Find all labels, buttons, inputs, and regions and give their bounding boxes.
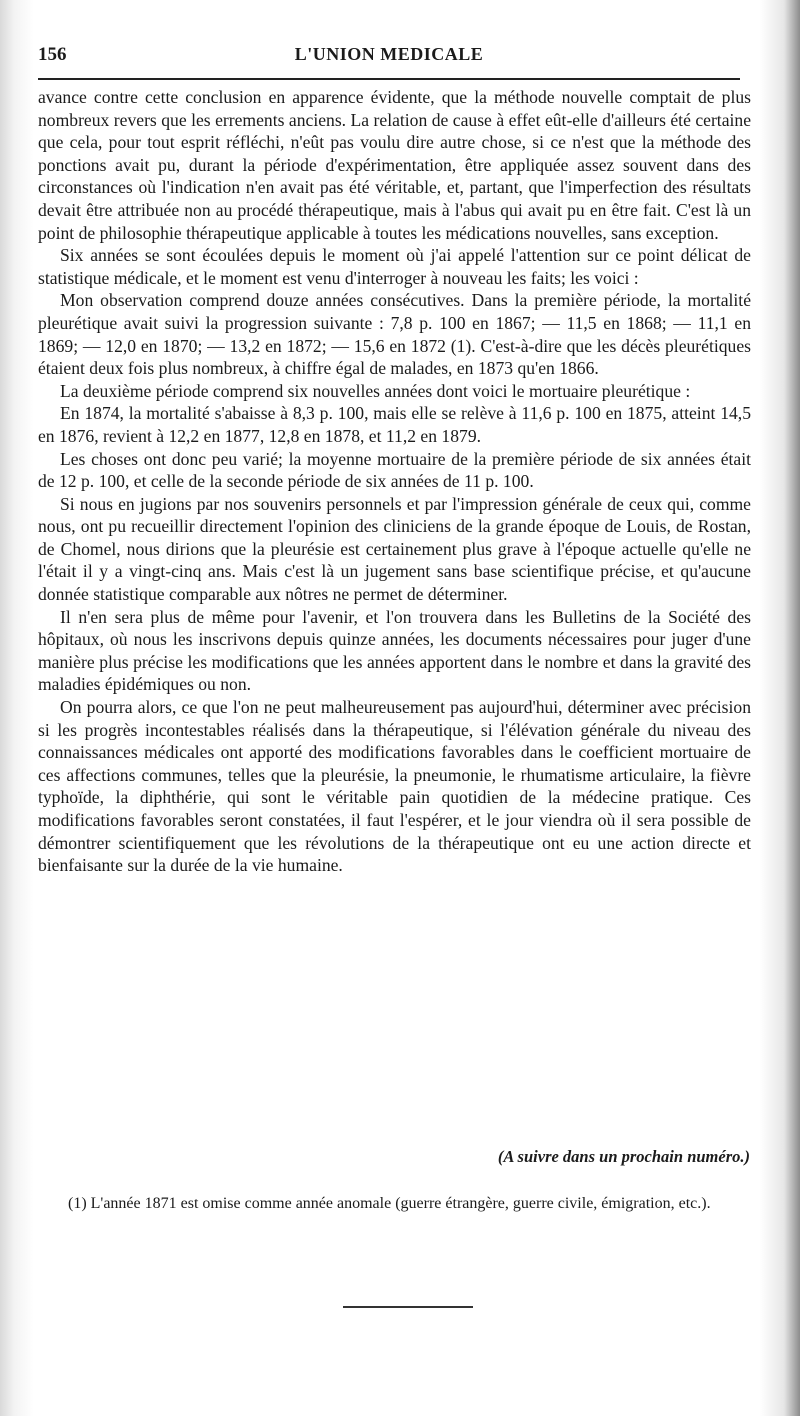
page-number: 156 xyxy=(38,44,67,65)
closing-rule xyxy=(343,1306,473,1308)
paragraph: En 1874, la mortalité s'abaisse à 8,3 p. 100, mais elle se relève à 11,6 p. 100 en 1875, atteint 14,5 en 1876, revient à 12,2 en 1877, 12,8 en 1878, et 11,2 en 1879. xyxy=(38,403,751,446)
body-text xyxy=(38,86,751,877)
running-head-title: L'UNION MEDICALE xyxy=(294,44,484,64)
footnote-text: (1) L'année 1871 est omise comme année anomale (guerre étrangère, guerre civile, émigration, etc.). xyxy=(68,1195,711,1212)
paragraph: Mon observation comprend douze années consécutives. Dans la première période, la mortalité pleurétique avait suivi la progression suivante : 7,8 p. 100 en 1867; — 11,5 en 1868; — 11,1 en 1869; — 12,0 en 1870; — 13,2 en 1872; — 15,6 en 1872 (1). C'est-à-dire que les décès pleurétiques étaient deux fois plus nombreux, à chiffre égal de malades, en 1873 qu'en 1866. xyxy=(38,290,751,379)
header-rule xyxy=(38,78,740,80)
paragraph: Les choses ont donc peu varié; la moyenne mortuaire de la première période de six années était de 12 p. 100, et celle de la seconde période de six années de 11 p. 100. xyxy=(38,448,751,492)
paragraph: Si nous en jugions par nos souvenirs personnels et par l'impression générale de ceux qui, comme nous, ont pu recueillir directement l'opinion des cliniciens de la grande époque de Louis, de Rostan, de Chomel, nous dirions que la pleurésie est certainement plus grave à l'époque actuelle qu'elle ne l'était il y a vingt-cinq ans. Mais c'est là un jugement sans base scientifique précise, et qu'aucune donnée statistique comparable aux nôtres ne permet de déterminer. xyxy=(38,493,751,605)
page-header xyxy=(38,44,740,74)
paragraph: avance contre cette conclusion en apparence évidente, que la méthode nouvelle comptait de plus nombreux revers que les errements anciens. La relation de cause à effet eût-elle d'ailleurs été certaine que cela, pour tout esprit réfléchi, n'eût pas voulu dire autre chose, si ce n'est que la méthode des ponctions avait pu, durant la période d'expérimentation, être appliquée assez souvent dans des circonstances où l'indication n'en avait pas été véritable, et, partant, que l'imperfection des résultats devait être attribuée non au procédé thérapeutique, mais à l'abus qui avait pu en être fait. C'est là un point de philosophie thérapeutique applicable à toutes les médications nouvelles, sans exception. xyxy=(38,87,751,243)
paragraph: La deuxième période comprend six nouvelles années dont voici le mortuaire pleurétique : xyxy=(60,380,691,401)
paragraph: Il n'en sera plus de même pour l'avenir, et l'on trouvera dans les Bulletins de la Société des hôpitaux, où nous les inscrivons depuis quinze années, les documents nécessaires pour juger d'une manière plus précise les modifications que les années apportent dans le nombre et dans la gravité des maladies épidémiques ou non. xyxy=(38,606,751,695)
paragraph: Six années se sont écoulées depuis le moment où j'ai appelé l'attention sur ce point délicat de statistique médicale, et le moment est venu d'interroger à nouveau les faits; les voici : xyxy=(38,245,751,288)
continuation-note: (A suivre dans un prochain numéro.) xyxy=(497,1147,750,1166)
paragraph: On pourra alors, ce que l'on ne peut malheureusement pas aujourd'hui, déterminer avec précision si les progrès incontestables réalisés dans la thérapeutique, si l'élévation générale du niveau des connaissances médicales ont apporté des modifications favorables dans le coefficient mortuaire de ces affections communes, telles que la pleurésie, la pneumonie, le rhumatisme articulaire, la fièvre typhoïde, la diphthérie, qui sont le véritable pain quotidien de la médecine pratique. Ces modifications favorables seront constatées, il faut l'espérer, et le jour viendra où il sera possible de démontrer scientifiquement que les révolutions de la thérapeutique ont eu une action directe et bienfaisante sur la durée de la vie humaine. xyxy=(38,697,751,876)
footnote xyxy=(38,1193,748,1215)
